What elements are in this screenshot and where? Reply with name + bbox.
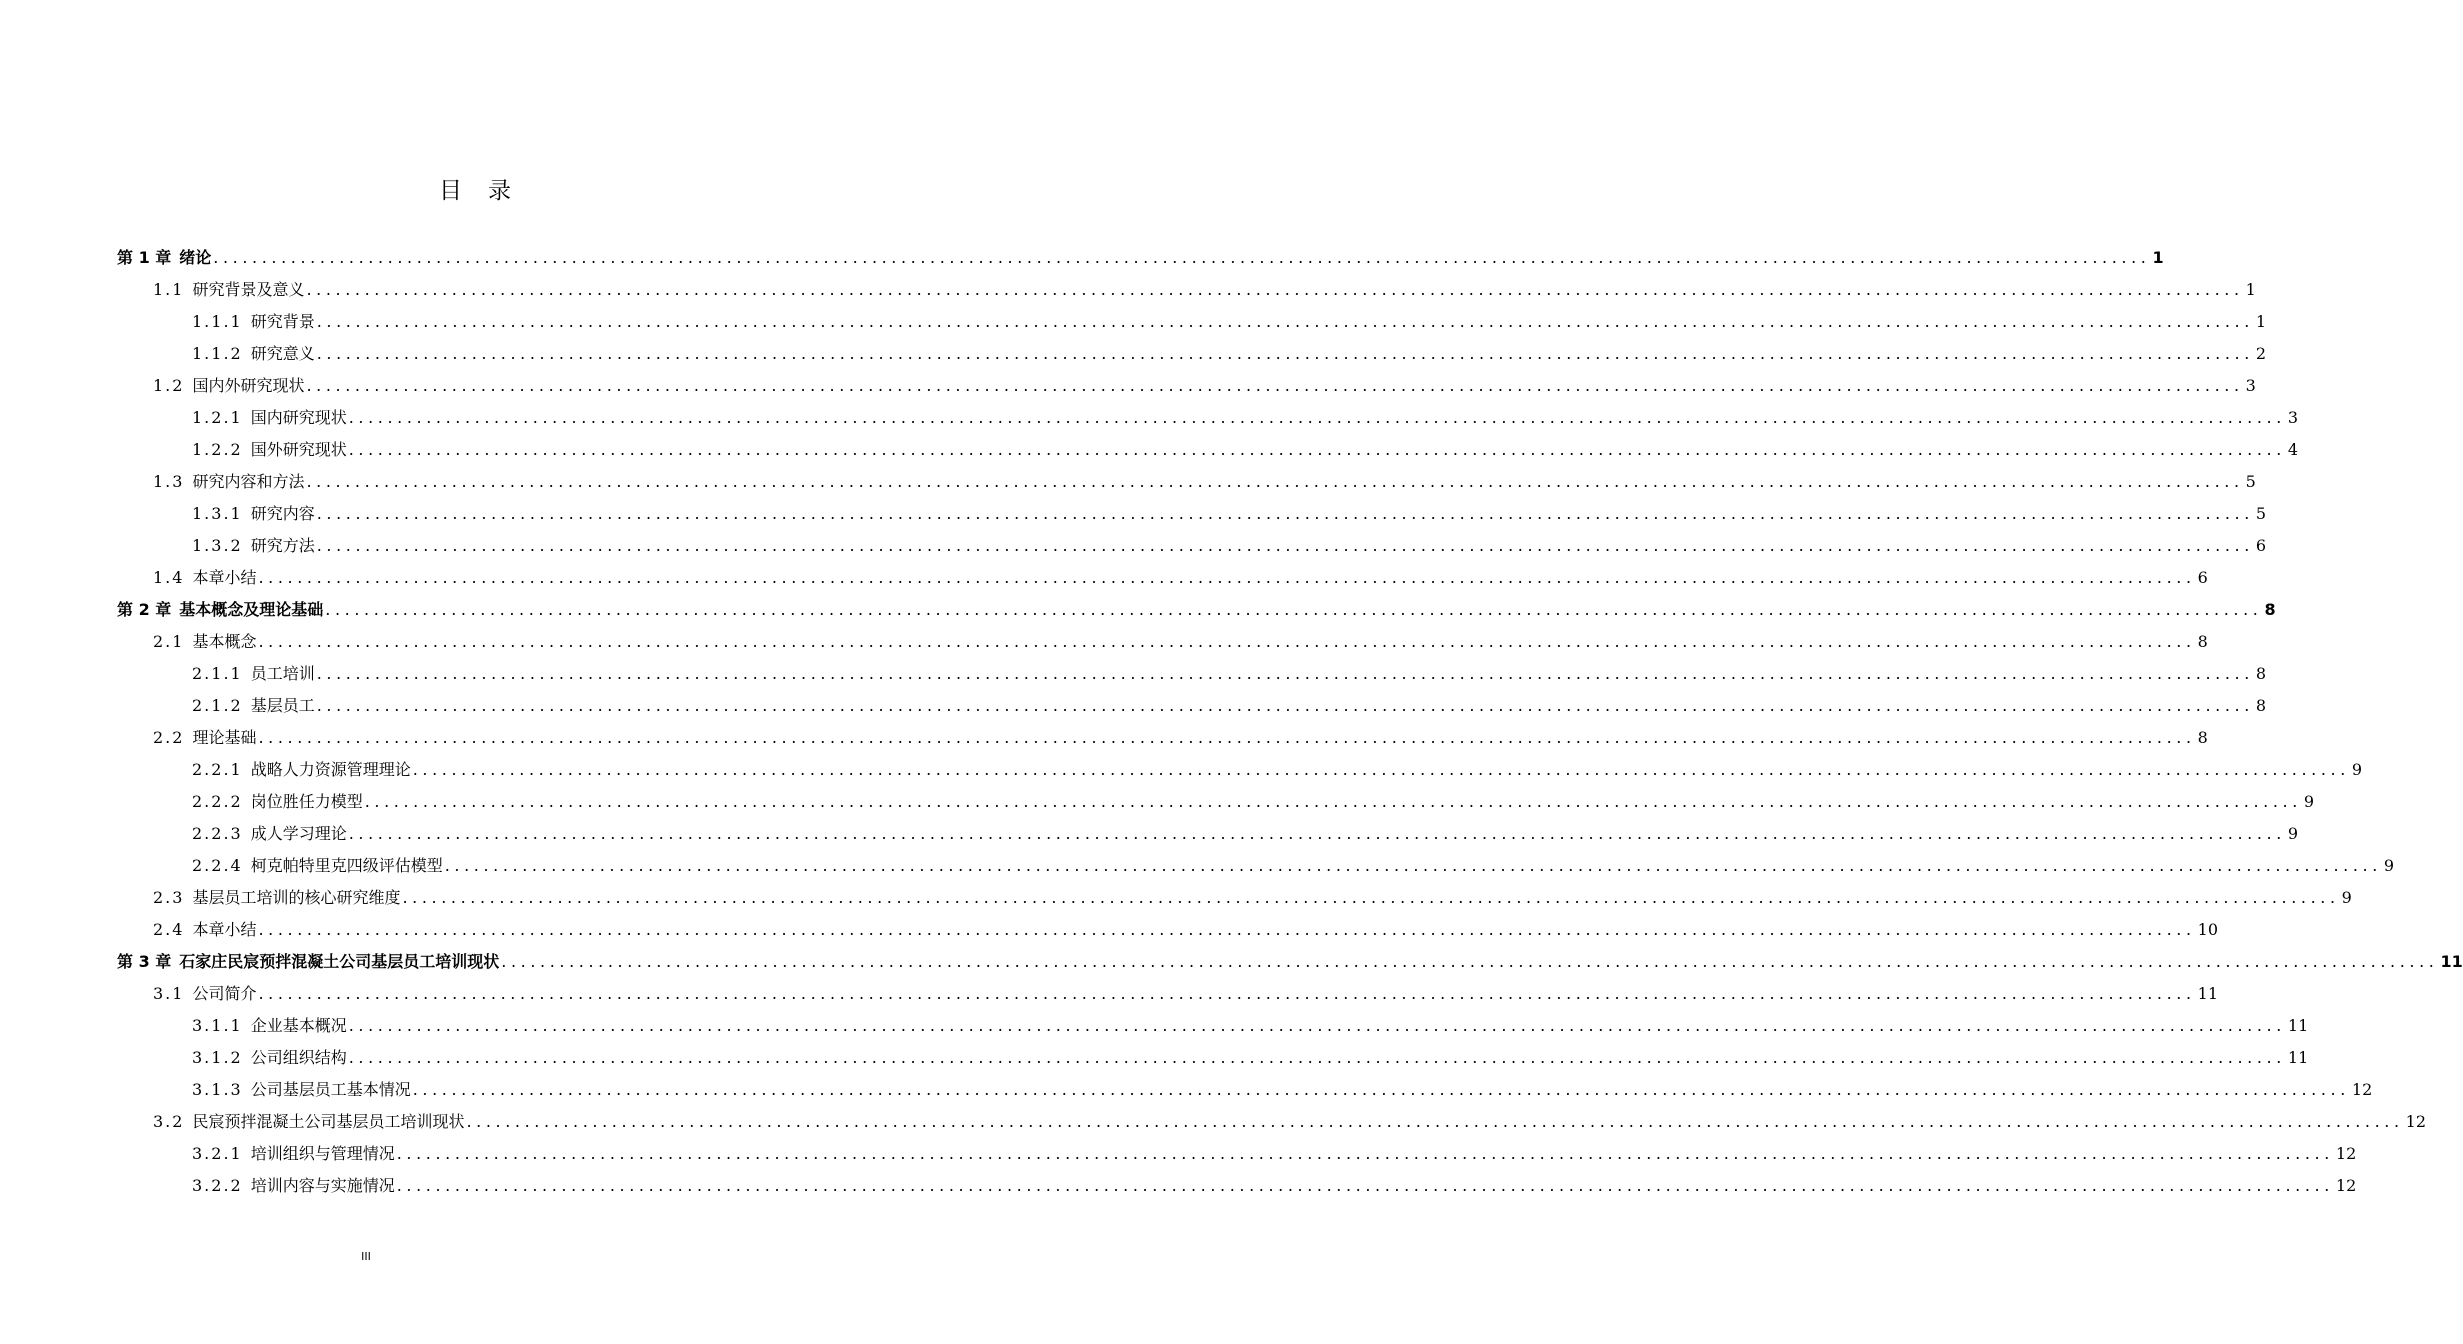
toc-subsection-entry[interactable] (192, 1004, 2309, 1036)
toc-subsection-entry[interactable] (192, 332, 2267, 364)
toc-subsection-entry[interactable] (192, 1164, 2357, 1196)
toc-page-number: 2 (2255, 344, 2267, 363)
toc-chapter-entry[interactable] (117, 588, 2276, 620)
toc-entry-number: 3.1 (153, 984, 185, 1003)
toc-dot-leader: ........................................................................................................................................................................................................ (325, 600, 2263, 619)
toc-entry-title: 基层员工培训的核心研究维度 (192, 888, 401, 907)
toc-entry-spacer (243, 1016, 251, 1036)
toc-entry-spacer (184, 888, 192, 908)
toc-subsection-entry[interactable] (192, 1132, 2357, 1164)
toc-page-number: 4 (2287, 440, 2299, 459)
toc-entry-title: 基本概念 (192, 632, 257, 651)
toc-page-number: 10 (2197, 920, 2219, 939)
toc-dot-leader: ........................................................................................................................................................................................................ (364, 792, 2302, 811)
toc-entry-spacer (243, 408, 251, 428)
toc-subsection-entry[interactable] (192, 524, 2267, 556)
toc-entry-number: 2.1.1 (192, 664, 243, 683)
toc-entry-spacer (243, 344, 251, 364)
toc-page-number: 11 (2287, 1016, 2309, 1035)
toc-dot-leader: ........................................................................................................................................................................................................ (348, 1048, 2286, 1067)
toc-page-number: 5 (2255, 504, 2267, 523)
toc-entry-title: 理论基础 (192, 728, 257, 747)
toc-dot-leader: ........................................................................................................................................................................................................ (348, 1016, 2286, 1035)
toc-subsection-entry[interactable] (192, 1036, 2309, 1068)
toc-entry-title: 战略人力资源管理理论 (250, 760, 411, 779)
toc-entry-spacer (243, 1176, 251, 1196)
toc-entry-spacer (243, 856, 251, 876)
toc-section-entry[interactable] (153, 1100, 2427, 1132)
toc-entry-number: 2.4 (153, 920, 185, 939)
toc-entry-title: 研究内容 (250, 504, 315, 523)
toc-dot-leader: ........................................................................................................................................................................................................ (412, 1080, 2350, 1099)
toc-entry-number: 第 3 章 (117, 952, 172, 971)
toc-entry-title: 国外研究现状 (250, 440, 347, 459)
toc-page-number: 3 (2245, 376, 2256, 395)
toc-dot-leader: ........................................................................................................................................................................................................ (213, 248, 2151, 267)
toc-entry-title: 成人学习理论 (250, 824, 347, 843)
toc-dot-leader: ........................................................................................................................................................................................................ (316, 696, 2254, 715)
toc-entry-title: 研究方法 (250, 536, 315, 555)
toc-entry-title: 研究背景 (250, 312, 315, 331)
toc-entry-spacer (243, 536, 251, 556)
toc-entry-number: 1.1.1 (192, 312, 243, 331)
toc-page-number: 12 (2351, 1080, 2373, 1099)
toc-entry-title: 研究背景及意义 (192, 280, 305, 299)
toc-page-number: 5 (2245, 472, 2256, 491)
toc-entry-title: 企业基本概况 (250, 1016, 347, 1035)
toc-entry-number: 2.2.4 (192, 856, 243, 875)
toc-entry-number: 2.1 (153, 632, 185, 651)
title-char-1: 目 (439, 178, 462, 204)
toc-dot-leader: ........................................................................................................................................................................................................ (306, 280, 2244, 299)
toc-page-number: 11 (2287, 1048, 2309, 1067)
toc-page-number: 8 (2197, 728, 2208, 747)
toc-section-entry[interactable] (153, 716, 2208, 748)
toc-dot-leader: ........................................................................................................................................................................................................ (258, 984, 2196, 1003)
title-char-2: 录 (488, 178, 511, 204)
toc-section-entry[interactable] (153, 364, 2256, 396)
toc-page-number: 8 (2197, 632, 2208, 651)
toc-page-number: 1 (2152, 248, 2164, 267)
toc-subsection-entry[interactable] (192, 780, 2315, 812)
toc-entry-spacer (243, 664, 251, 684)
toc-entry-spacer (171, 248, 179, 268)
toc-entry-spacer (243, 440, 251, 460)
toc-entry-number: 2.2 (153, 728, 185, 747)
toc-page-number: 1 (2245, 280, 2256, 299)
toc-page-number: 9 (2351, 760, 2363, 779)
toc-page-number: 9 (2287, 824, 2299, 843)
toc-subsection-entry[interactable] (192, 300, 2267, 332)
toc-entry-spacer (243, 696, 251, 716)
toc-dot-leader: ........................................................................................................................................................................................................ (316, 504, 2254, 523)
toc-entry-number: 1.3 (153, 472, 185, 491)
toc-section-entry[interactable] (153, 556, 2208, 588)
toc-entry-number: 3.2.2 (192, 1176, 243, 1195)
toc-dot-leader: ........................................................................................................................................................................................................ (348, 824, 2286, 843)
toc-subsection-entry[interactable] (192, 492, 2267, 524)
toc-page-number: 11 (2197, 984, 2219, 1003)
toc-dot-leader: ........................................................................................................................................................................................................ (316, 344, 2254, 363)
toc-section-entry[interactable] (153, 268, 2256, 300)
toc-entry-number: 1.2.2 (192, 440, 243, 459)
toc-entry-number: 3.1.2 (192, 1048, 243, 1067)
toc-entry-title: 基本概念及理论基础 (179, 600, 324, 619)
toc-entry-number: 3.2.1 (192, 1144, 243, 1163)
toc-section-entry[interactable] (153, 620, 2208, 652)
toc-entry-title: 公司组织结构 (250, 1048, 347, 1067)
toc-page-number: 8 (2255, 664, 2267, 683)
toc-entry-title: 本章小结 (192, 920, 257, 939)
toc-dot-leader: ........................................................................................................................................................................................................ (402, 888, 2340, 907)
toc-chapter-entry[interactable] (117, 236, 2164, 268)
toc-section-entry[interactable] (153, 972, 2219, 1004)
toc-page-number: 12 (2335, 1176, 2357, 1195)
toc-chapter-entry[interactable] (117, 940, 2463, 972)
toc-entry-spacer (184, 632, 192, 652)
toc-subsection-entry[interactable] (192, 652, 2267, 684)
toc-section-entry[interactable] (153, 876, 2352, 908)
toc-entry-title: 柯克帕特里克四级评估模型 (250, 856, 443, 875)
toc-entry-spacer (184, 568, 192, 588)
toc-page-number: 9 (2341, 888, 2352, 907)
toc-entry-title: 公司基层员工基本情况 (250, 1080, 411, 1099)
toc-entry-spacer (184, 472, 192, 492)
toc-entry-spacer (243, 312, 251, 332)
toc-entry-title: 研究内容和方法 (192, 472, 305, 491)
toc-entry-number: 3.1.3 (192, 1080, 243, 1099)
toc-page-number: 3 (2287, 408, 2299, 427)
toc-entry-title: 研究意义 (250, 344, 315, 363)
page-number: III (361, 1250, 371, 1263)
toc-entry-spacer (243, 1048, 251, 1068)
toc-entry-number: 第 1 章 (117, 248, 172, 267)
toc-dot-leader: ........................................................................................................................................................................................................ (258, 568, 2196, 587)
toc-entry-spacer (184, 1112, 192, 1132)
toc-entry-title: 培训组织与管理情况 (250, 1144, 395, 1163)
toc-entry-title: 国内外研究现状 (192, 376, 305, 395)
toc-dot-leader: ........................................................................................................................................................................................................ (396, 1144, 2334, 1163)
toc-entry-title: 基层员工 (250, 696, 315, 715)
toc-entry-number: 3.1.1 (192, 1016, 243, 1035)
toc-dot-leader: ........................................................................................................................................................................................................ (444, 856, 2382, 875)
toc-entry-number: 2.3 (153, 888, 185, 907)
toc-section-entry[interactable] (153, 460, 2256, 492)
toc-entry-number: 1.3.1 (192, 504, 243, 523)
toc-page-number: 6 (2255, 536, 2267, 555)
toc-entry-number: 2.2.3 (192, 824, 243, 843)
toc-entry-number: 1.1.2 (192, 344, 243, 363)
page-title (0, 172, 950, 205)
toc-entry-number: 2.1.2 (192, 696, 243, 715)
toc-entry-spacer (184, 280, 192, 300)
toc-subsection-entry[interactable] (192, 1068, 2373, 1100)
toc-entry-spacer (243, 1144, 251, 1164)
toc-dot-leader: ........................................................................................................................................................................................................ (316, 312, 2254, 331)
toc-entry-spacer (184, 920, 192, 940)
toc-dot-leader: ........................................................................................................................................................................................................ (501, 952, 2439, 971)
toc-entry-spacer (184, 376, 192, 396)
toc-entry-spacer (243, 792, 251, 812)
toc-entry-spacer (243, 824, 251, 844)
toc-entry-spacer (184, 728, 192, 748)
toc-dot-leader: ........................................................................................................................................................................................................ (316, 664, 2254, 683)
toc-entry-spacer (243, 1080, 251, 1100)
toc-dot-leader: ........................................................................................................................................................................................................ (316, 536, 2254, 555)
toc-entry-number: 1.2.1 (192, 408, 243, 427)
toc-page-number: 12 (2405, 1112, 2427, 1131)
toc-entry-spacer (243, 504, 251, 524)
toc-entry-number: 1.4 (153, 568, 185, 587)
toc-dot-leader: ........................................................................................................................................................................................................ (396, 1176, 2334, 1195)
toc-page-number: 8 (2255, 696, 2267, 715)
toc-page-number: 12 (2335, 1144, 2357, 1163)
toc-entry-spacer (171, 952, 179, 972)
toc-entry-spacer (184, 984, 192, 1004)
toc-entry-title: 公司简介 (192, 984, 257, 1003)
toc-entry-number: 2.2.2 (192, 792, 243, 811)
toc-entry-number: 2.2.1 (192, 760, 243, 779)
toc-dot-leader: ........................................................................................................................................................................................................ (306, 472, 2244, 491)
toc-entry-number: 1.1 (153, 280, 185, 299)
toc-dot-leader: ........................................................................................................................................................................................................ (348, 440, 2286, 459)
toc-entry-title: 本章小结 (192, 568, 257, 587)
toc-entry-title: 民宸预拌混凝土公司基层员工培训现状 (192, 1112, 465, 1131)
toc-dot-leader: ........................................................................................................................................................................................................ (466, 1112, 2404, 1131)
toc-entry-title: 培训内容与实施情况 (250, 1176, 395, 1195)
toc-page-number: 8 (2264, 600, 2276, 619)
toc-entry-number: 第 2 章 (117, 600, 172, 619)
toc-section-entry[interactable] (153, 908, 2219, 940)
toc-entry-title: 绪论 (179, 248, 212, 267)
toc-page-number: 11 (2440, 952, 2463, 971)
toc-entry-spacer (171, 600, 179, 620)
toc-entry-spacer (243, 760, 251, 780)
toc-entry-title: 国内研究现状 (250, 408, 347, 427)
toc-entry-number: 1.2 (153, 376, 185, 395)
toc-entry-number: 3.2 (153, 1112, 185, 1131)
toc-entry-title: 石家庄民宸预拌混凝土公司基层员工培训现状 (179, 952, 500, 971)
toc-dot-leader: ........................................................................................................................................................................................................ (412, 760, 2350, 779)
toc-dot-leader: ........................................................................................................................................................................................................ (258, 728, 2196, 747)
toc-entry-number: 1.3.2 (192, 536, 243, 555)
toc-subsection-entry[interactable] (192, 428, 2299, 460)
toc-dot-leader: ........................................................................................................................................................................................................ (258, 920, 2196, 939)
toc-subsection-entry[interactable] (192, 812, 2299, 844)
toc-subsection-entry[interactable] (192, 396, 2299, 428)
toc-dot-leader: ........................................................................................................................................................................................................ (258, 632, 2196, 651)
toc-page-number: 9 (2303, 792, 2315, 811)
toc-dot-leader: ........................................................................................................................................................................................................ (348, 408, 2286, 427)
toc-page-number: 6 (2197, 568, 2208, 587)
toc-entry-title: 岗位胜任力模型 (250, 792, 363, 811)
toc-page-number: 1 (2255, 312, 2267, 331)
toc-subsection-entry[interactable] (192, 748, 2363, 780)
toc-dot-leader: ........................................................................................................................................................................................................ (306, 376, 2244, 395)
toc-subsection-entry[interactable] (192, 684, 2267, 716)
toc-entry-title: 员工培训 (250, 664, 315, 683)
toc-subsection-entry[interactable] (192, 844, 2395, 876)
toc-page-number: 9 (2383, 856, 2395, 875)
